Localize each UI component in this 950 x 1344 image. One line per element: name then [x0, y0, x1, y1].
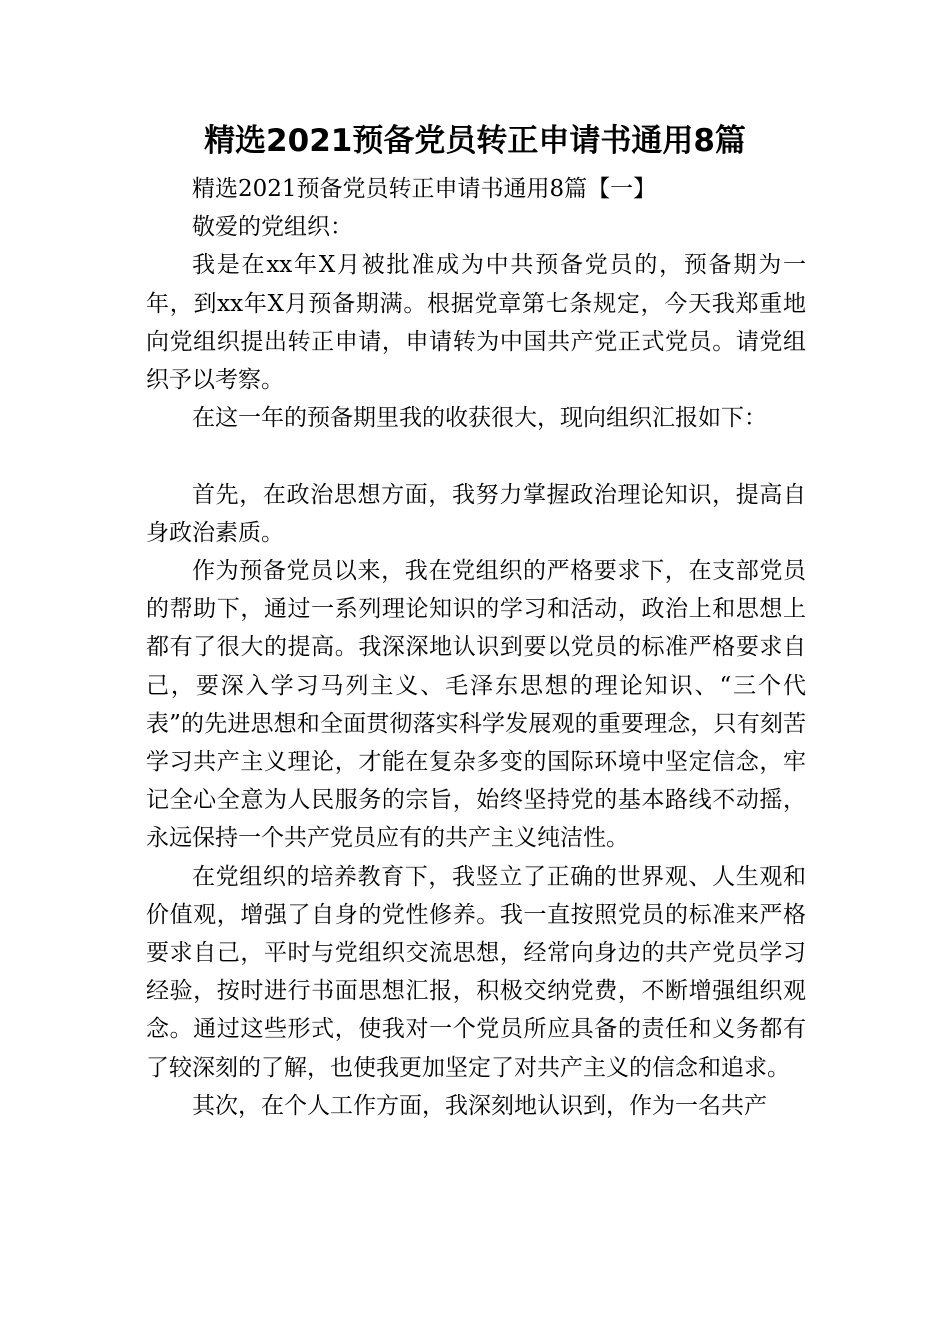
- paragraph: 在党组织的培养教育下，我竖立了正确的世界观、人生观和价值观，增强了自身的党性修养。我一直按照党员的标准来严格要求自己，平时与党组织交流思想，经常向身边的共产党员学习经验，按时进行书面思想汇报，积极交纳党费，不断增强组织观念。通过这些形式，使我对一个党员所应具备的责任和义务都有了较深刻的了解，也使我更加坚定了对共产主义的信念和追求。: [146, 863, 806, 1081]
- paragraph: 我是在xx年X月被批准成为中共预备党员的，预备期为一年，到xx年X月预备期满。根据党章第七条规定，今天我郑重地向党组织提出转正申请，申请转为中国共产党正式党员。请党组织予以考察。: [146, 252, 806, 394]
- paragraph-subtitle: 精选2021预备党员转正申请书通用8篇【一】: [192, 176, 657, 202]
- paragraph-salutation: 敬爱的党组织：: [192, 214, 353, 241]
- document-title: 精选2021预备党员转正申请书通用8篇: [204, 123, 746, 159]
- paragraph: 其次，在个人工作方面，我深刻地认识到，作为一名共产: [192, 1092, 767, 1119]
- document-body: [146, 170, 806, 1125]
- paragraph: 在这一年的预备期里我的收获很大，现向组织汇报如下：: [192, 405, 767, 432]
- blank-line: [146, 437, 806, 475]
- paragraph: 首先，在政治思想方面，我努力掌握政治理论知识，提高自身政治素质。: [146, 481, 806, 546]
- paragraph: 作为预备党员以来，我在党组织的严格要求下，在支部党员的帮助下，通过一系列理论知识的学习和活动，政治上和思想上都有了很大的提高。我深深地认识到要以党员的标准严格要求自己，要深入学习马列主义、毛泽东思想的理论知识、“三个代表”的先进思想和全面贯彻落实科学发展观的重要理念，只有刻苦学习共产主义理论，才能在复杂多变的国际环境中坚定信念，牢记全心全意为人民服务的宗旨，始终坚持党的基本路线不动摇，永远保持一个共产党员应有的共产主义纯洁性。: [146, 558, 806, 852]
